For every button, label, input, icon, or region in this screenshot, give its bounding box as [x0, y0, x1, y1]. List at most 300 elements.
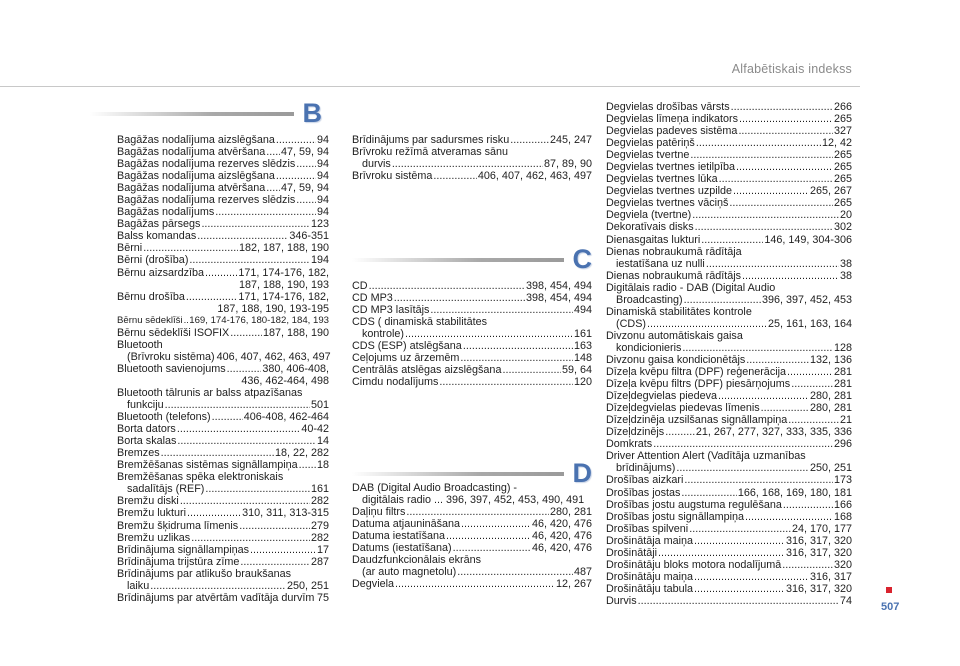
dot-leader [205, 267, 237, 279]
dot-leader [189, 254, 310, 266]
index-entry [606, 161, 852, 173]
index-pages: 327 [833, 125, 852, 138]
index-entry-heading: CDS ( dinamiskā stabilitātes [352, 316, 488, 329]
index-term: CD MP3 [352, 292, 393, 305]
dot-leader [205, 483, 310, 495]
dot-leader [191, 532, 310, 544]
index-pages: 280, 281 [809, 390, 852, 403]
index-entry [606, 234, 852, 246]
index-term: CDS (ESP) atslēgšana [352, 340, 462, 353]
index-pages: 38 [839, 269, 852, 282]
index-pages: 265 [833, 173, 852, 186]
index-entry [606, 523, 852, 535]
dot-leader [186, 291, 238, 303]
index-term: Bērnu aizsardzība [117, 266, 205, 279]
index-entry-heading: Dinamiskā stabilitātes kontrole [606, 305, 752, 318]
dot-leader [658, 547, 785, 559]
index-term: Drošības jostu signāllampiņa [606, 510, 745, 523]
dot-leader [647, 318, 767, 330]
index-entry [606, 294, 852, 306]
index-pages: 17 [316, 543, 329, 556]
dot-leader [761, 402, 809, 414]
dot-leader [177, 423, 301, 435]
index-pages: 166, 168, 169, 180, 181 [737, 486, 852, 499]
index-entry [606, 426, 852, 438]
index-pages: 302 [833, 221, 852, 234]
index-entry [117, 267, 329, 279]
index-pages: 280, 281 [549, 506, 592, 519]
index-entry [352, 530, 592, 542]
dot-leader [665, 426, 695, 438]
index-pages: 47, 59, 94 [280, 146, 329, 159]
index-term: Dienas nobraukumā rādītājs [606, 269, 742, 282]
index-term: Bērni [117, 242, 143, 255]
index-term: Bremžēšanas sistēmas signāllampiņa [117, 459, 298, 472]
dot-leader [395, 578, 555, 590]
index-entry [117, 194, 329, 206]
section-divider-bar [352, 472, 564, 476]
dot-leader [177, 435, 316, 447]
dot-leader [439, 376, 573, 388]
index-entry [606, 137, 852, 149]
index-term: CD [352, 280, 368, 292]
index-column-3 [606, 101, 852, 607]
dot-leader [694, 571, 809, 583]
index-pages: 265 [833, 113, 852, 126]
index-pages: 132, 136 [809, 353, 852, 366]
index-term: Dīzeļdzinēja uzsilšanas signāllampiņa [606, 414, 788, 427]
index-entry [606, 197, 852, 209]
dot-leader [791, 378, 833, 390]
index-term: sadalītājs (REF) [127, 483, 205, 496]
index-term: Bluetooth (telefons) [117, 411, 211, 424]
dot-leader [684, 294, 761, 306]
index-pages: 128 [833, 341, 852, 354]
index-entry [117, 146, 329, 158]
index-entry [117, 363, 329, 375]
index-entry-heading: DAB (Digital Audio Broadcasting) - [352, 482, 518, 494]
section-header-b [90, 98, 322, 138]
index-term: Degvielas drošības vārsts [606, 101, 730, 113]
index-entry-heading: Digitālais radio - DAB (Digital Audio [606, 281, 776, 294]
index-entry [117, 291, 329, 303]
index-entry [117, 327, 329, 339]
dot-leader [180, 495, 310, 507]
index-column-2-b [352, 134, 592, 182]
index-term: Balss komandas [117, 230, 197, 243]
index-entry [352, 340, 592, 352]
index-entry [606, 125, 852, 137]
index-pages: 281 [833, 366, 852, 379]
index-term: Daļiņu filtrs [352, 506, 406, 519]
index-term: Datums (iestatīšana) [352, 542, 452, 555]
index-pages: 316, 317, 320 [785, 534, 852, 547]
index-term: Bērnu sēdeklīši [117, 314, 183, 326]
index-pages: 161 [573, 328, 592, 341]
section-letter: D [572, 458, 592, 488]
index-entry-heading: Brīvroku režīmā atveramas sānu [352, 146, 509, 159]
dot-leader [738, 125, 833, 137]
index-pages: 250, 251 [286, 579, 329, 592]
dot-leader [215, 206, 316, 218]
index-entry [606, 342, 852, 354]
dot-leader [745, 511, 833, 523]
index-term: durvis [362, 158, 391, 171]
index-pages: 282 [310, 531, 329, 544]
index-pages: 398, 454, 494 [525, 280, 592, 292]
index-term: Degvielas tvertne [606, 149, 690, 162]
index-pages-continued: 436, 462-464, 498 [241, 374, 329, 387]
index-entry [606, 378, 852, 390]
index-term: Dīzeļdzinējs [606, 426, 665, 439]
dot-leader [239, 520, 310, 532]
index-entry [352, 578, 592, 590]
index-pages: 281 [833, 378, 852, 391]
dot-leader [787, 366, 833, 378]
dot-leader [296, 158, 316, 170]
index-entry [606, 185, 852, 197]
index-term: Degvielas patēriņš [606, 137, 695, 150]
index-term: Dienasgaitas lukturi [606, 233, 701, 246]
dot-leader [718, 390, 809, 402]
index-entry [117, 580, 329, 592]
dot-leader [161, 447, 274, 459]
index-term: Centrālās atslēgas aizslēgšana [352, 364, 502, 377]
index-pages: 168 [833, 510, 852, 523]
dot-leader [783, 499, 833, 511]
index-pages: 47, 59, 94 [280, 182, 329, 195]
index-term: kontrole) [362, 328, 405, 341]
index-pages: 171, 174-176, 182, [238, 266, 329, 279]
index-pages: 316, 317 [809, 570, 852, 583]
index-pages: 14 [316, 435, 329, 448]
index-pages: 250, 251 [809, 462, 852, 475]
index-term: Drošinātāja maiņa [606, 534, 694, 547]
index-column-2-c [352, 280, 592, 388]
index-term: Bagāžas pārsegs [117, 218, 201, 231]
index-entry [352, 542, 592, 554]
index-term: Drošības jostas [606, 486, 681, 499]
index-pages: 265 [833, 197, 852, 210]
section-divider-bar [352, 258, 564, 262]
index-entry [117, 520, 329, 532]
page-number: 507 [881, 601, 900, 613]
index-term: Bērni (drošība) [117, 254, 189, 267]
dot-leader [653, 438, 833, 450]
page-header-title: Alfabētiskais indekss [731, 62, 852, 76]
dot-leader [706, 258, 839, 270]
index-entry [352, 352, 592, 364]
index-term: kondicionieris [616, 341, 682, 354]
index-pages: 265 [833, 161, 852, 174]
dot-leader [788, 414, 839, 426]
index-entry [117, 134, 329, 146]
index-entry-heading: Divzonu automātiskais gaisa [606, 329, 743, 342]
index-pages: 287 [310, 555, 329, 568]
dot-leader [460, 352, 573, 364]
index-pages: 18 [316, 459, 329, 472]
index-entry-heading: Daudzfunkcionālais ekrāns [352, 554, 482, 567]
index-entry [352, 328, 592, 340]
index-entry [352, 158, 592, 170]
index-term: Degvielas padeves sistēma [606, 125, 738, 138]
dot-leader [446, 530, 531, 542]
index-term: Bremžu diski [117, 495, 179, 508]
section-letter: B [302, 98, 322, 128]
index-entry [606, 511, 852, 523]
index-term: Drošinātāju bloks motora nodalījumā [606, 558, 782, 571]
index-entry [606, 390, 852, 402]
index-pages: 40-42 [301, 423, 329, 436]
index-pages: 406, 407, 462, 463, 497 [477, 170, 592, 183]
dot-leader [729, 197, 833, 209]
index-pages: 316, 317, 320 [785, 546, 852, 559]
index-entry [352, 280, 592, 292]
index-entry [352, 506, 592, 518]
index-term: Degviela [352, 578, 395, 591]
index-pages: 501 [310, 399, 329, 412]
index-term: Cimdu nodalījums [352, 376, 439, 389]
index-term: Degvielas tvertnes lūka [606, 173, 718, 186]
index-pages: 320 [833, 558, 852, 571]
index-pages: 74 [839, 594, 852, 607]
index-term: Drošības aizkari [606, 474, 684, 487]
dot-leader [461, 518, 531, 530]
index-pages: 25, 161, 163, 164 [767, 317, 852, 330]
index-term: Bremžu uzlikas [117, 531, 191, 544]
index-term: Bērnu sēdeklīši ISOFIX [117, 326, 230, 339]
index-entry [117, 411, 329, 423]
dot-leader [201, 218, 310, 230]
dot-leader [150, 580, 286, 592]
dot-leader [739, 113, 833, 125]
header-rule [0, 86, 860, 87]
index-term: Durvis [606, 594, 637, 607]
index-term: Degviela (tvertne) [606, 209, 692, 222]
index-term: Drošinātāju maiņa [606, 570, 694, 583]
index-entry [606, 414, 852, 426]
index-term: Bluetooth savienojums [117, 362, 226, 375]
index-entry [117, 351, 329, 363]
index-term: Bagāžas nodalījuma aizslēgšana [117, 134, 275, 146]
index-pages: 21, 267, 277, 327, 333, 335, 336 [695, 426, 852, 439]
index-term: Domkrats [606, 438, 653, 451]
index-term: Bagāžas nodalījuma rezerves slēdzis [117, 194, 296, 207]
index-entry-heading: Driver Attention Alert (Vadītāja uzmanības [606, 450, 806, 463]
index-entry-heading: Bluetooth tālrunis ar balss atpazīšanas [117, 386, 303, 399]
index-entry [117, 254, 329, 266]
index-term: Degvielas tvertnes uzpilde [606, 185, 733, 198]
index-term: Divzonu gaisa kondicionētājs [606, 353, 746, 366]
index-term: Bremzes [117, 447, 160, 460]
dot-leader [296, 194, 316, 206]
index-pages: 396, 397, 452, 453 [761, 293, 852, 306]
index-pages: 46, 420, 476 [531, 542, 592, 555]
index-term: Brīdinājuma signāllampiņas [117, 543, 250, 556]
dot-leader [719, 173, 833, 185]
index-term: Dīzeļdegvielas piedeva [606, 390, 718, 403]
dot-leader [433, 170, 477, 182]
index-term: funkciju [127, 399, 164, 412]
index-pages: 120 [573, 376, 592, 389]
dot-leader [684, 474, 833, 486]
index-entry-heading: digitālais radio ... 396, 397, 452, 453, 490, 491 [362, 494, 585, 507]
index-pages: 280, 281 [809, 402, 852, 415]
index-term: Dīzeļa kvēpu filtra (DPF) reģenerācija [606, 366, 787, 379]
index-term: Bagāžas nodalījums [117, 206, 215, 219]
index-term: Drošības jostu augstuma regulēšana [606, 498, 782, 511]
dot-leader [240, 556, 310, 568]
index-term: Degvielas līmeņa indikators [606, 113, 739, 126]
dot-leader [696, 137, 821, 149]
index-entry [606, 366, 852, 378]
index-entry [606, 258, 852, 270]
index-term: Borta skalas [117, 435, 177, 448]
index-pages: 18, 22, 282 [274, 447, 329, 460]
dot-leader [463, 340, 573, 352]
dot-leader [746, 354, 809, 366]
index-term: Bagāžas nodalījuma rezerves slēdzis [117, 158, 296, 171]
dot-leader [694, 583, 785, 595]
dot-leader [782, 559, 833, 571]
index-entry [606, 499, 852, 511]
index-pages: 94 [316, 194, 329, 207]
index-entry [606, 474, 852, 486]
index-term: Bagāžas nodalījuma atvēršana [117, 146, 266, 159]
dot-leader [694, 535, 785, 547]
index-entry [352, 518, 592, 530]
dot-leader [299, 459, 316, 471]
dot-leader [230, 327, 262, 339]
index-pages: 59, 64 [561, 364, 592, 377]
index-pages: 146, 149, 304-306 [764, 233, 852, 246]
index-entry [117, 218, 329, 230]
dot-leader [315, 592, 316, 604]
index-term: Drošinātāji [606, 546, 658, 559]
index-pages: 94 [316, 206, 329, 219]
index-term: Borta dators [117, 423, 176, 436]
index-entry [352, 566, 592, 578]
dot-leader [502, 364, 561, 376]
index-term: Dekoratīvais disks [606, 221, 694, 234]
index-pages: 265, 267 [809, 185, 852, 198]
section-divider-bar [90, 112, 294, 116]
index-entry [117, 495, 329, 507]
index-term: Degvielas tvertnes ietilpība [606, 161, 736, 174]
index-entry [117, 423, 329, 435]
dot-leader [692, 209, 839, 221]
dot-leader [392, 158, 543, 170]
index-pages: 296 [833, 438, 852, 451]
dot-leader [457, 566, 573, 578]
index-entry [606, 487, 852, 499]
index-entry [117, 447, 329, 459]
dot-leader [406, 506, 549, 518]
index-pages: 187, 188, 190 [262, 326, 329, 339]
index-entry [606, 402, 852, 414]
index-entry [606, 318, 852, 330]
dot-leader [184, 315, 189, 327]
index-entry [117, 544, 329, 556]
index-entry [352, 304, 592, 316]
dot-leader [676, 462, 809, 474]
dot-leader [266, 146, 280, 158]
index-entry [606, 438, 852, 450]
index-pages: 94 [316, 134, 329, 146]
index-pages: 316, 317, 320 [785, 582, 852, 595]
index-entry [352, 376, 592, 388]
dot-leader [681, 487, 737, 499]
dot-leader [187, 507, 241, 519]
index-term: CD MP3 lasītājs [352, 304, 430, 317]
index-entry-heading: Bremžēšanas spēka elektroniskais [117, 471, 284, 484]
index-pages: 148 [573, 352, 592, 365]
index-entry [606, 462, 852, 474]
index-pages: 406, 407, 462, 463, 497 [216, 350, 331, 363]
index-pages: 38 [839, 257, 852, 270]
dot-leader [405, 328, 573, 340]
index-column-1 [117, 134, 329, 604]
index-pages: 182, 187, 188, 190 [238, 242, 329, 255]
index-entry [606, 270, 852, 282]
dot-leader [510, 134, 549, 146]
index-pages: 46, 420, 476 [531, 530, 592, 543]
dot-leader [197, 230, 288, 242]
index-term: Brīdinājuma trijstūra zīme [117, 555, 240, 568]
index-pages: 75 [316, 591, 329, 604]
index-pages: 487 [573, 566, 592, 579]
dot-leader [695, 221, 833, 233]
index-entry [606, 221, 852, 233]
index-entry [352, 292, 592, 304]
index-entry [352, 170, 592, 182]
index-pages: 279 [310, 519, 329, 532]
index-pages: 12, 42 [821, 137, 852, 150]
dot-leader [369, 280, 525, 292]
index-pages: 282 [310, 495, 329, 508]
index-term: Degvielas tvertnes vāciņš [606, 197, 729, 210]
index-term: Bagāžas nodalījuma aizslēgšana [117, 170, 275, 183]
index-pages: 12, 267 [555, 578, 592, 591]
dot-leader [430, 304, 573, 316]
index-entry [117, 182, 329, 194]
index-column-2-d [352, 482, 592, 590]
dot-leader [266, 182, 280, 194]
index-entry [117, 315, 329, 327]
index-entry [117, 170, 329, 182]
dot-leader [250, 544, 316, 556]
index-term: Bērnu drošība [117, 290, 185, 303]
dot-leader [701, 234, 763, 246]
index-pages: 24, 170, 177 [791, 522, 852, 535]
index-term: Drošinātāju tabula [606, 582, 694, 595]
index-entry [606, 209, 852, 221]
dot-leader [394, 292, 525, 304]
dot-leader [165, 399, 310, 411]
index-entry [606, 354, 852, 366]
index-entry [117, 592, 329, 604]
index-term: Bremžu lukturi [117, 507, 186, 520]
dot-leader [212, 411, 243, 423]
index-pages: 406-408, 462-464 [243, 411, 329, 424]
dot-leader [276, 134, 316, 146]
index-term: Brīvroku sistēma [352, 170, 433, 183]
index-pages: 380, 406-408, [262, 362, 329, 375]
index-term: Datuma iestatīšana [352, 530, 446, 543]
dot-leader [731, 101, 833, 113]
index-pages: 46, 420, 476 [531, 518, 592, 531]
index-entry [606, 113, 852, 125]
